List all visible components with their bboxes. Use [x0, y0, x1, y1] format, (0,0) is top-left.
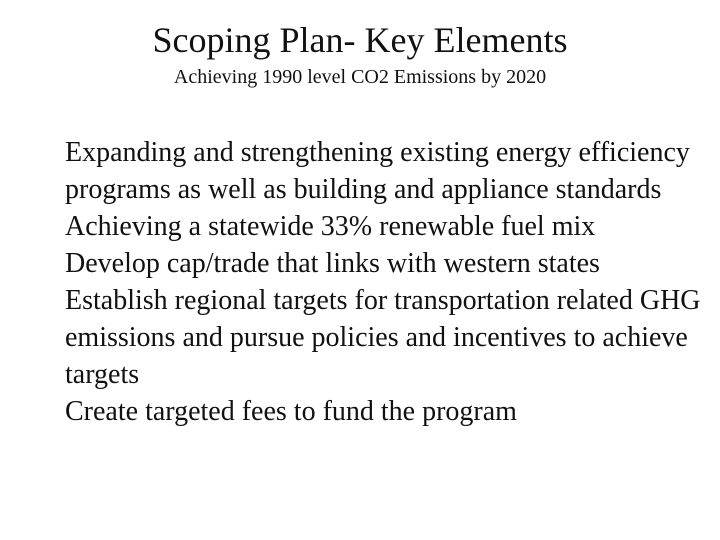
crescent-bullet-icon	[42, 282, 62, 319]
crescent-bullet-icon	[42, 208, 62, 245]
slide-title: Scoping Plan- Key Elements	[152, 20, 568, 60]
slide-subtitle: Achieving 1990 level CO2 Emissions by 2020	[173, 66, 547, 88]
bullet-item	[42, 393, 702, 430]
crescent-bullet-icon	[42, 393, 62, 430]
bullet-item	[42, 134, 702, 208]
bullet-item	[42, 245, 702, 282]
bullet-text: Develop cap/trade that links with western states	[65, 248, 600, 279]
bullet-item	[42, 282, 702, 393]
bullet-text: Establish regional targets for transportation related GHG emissions and pursue policies and incentives to achieve targets	[65, 285, 701, 390]
bullet-item	[42, 208, 702, 245]
crescent-bullet-icon	[42, 134, 62, 171]
bullet-text: Expanding and strengthening existing energy efficiency programs as well as building and appliance standards	[65, 137, 690, 205]
bullet-list	[42, 134, 702, 430]
crescent-bullet-icon	[42, 245, 62, 282]
bullet-text: Create targeted fees to fund the program	[65, 396, 517, 427]
bullet-text: Achieving a statewide 33% renewable fuel mix	[65, 211, 596, 242]
